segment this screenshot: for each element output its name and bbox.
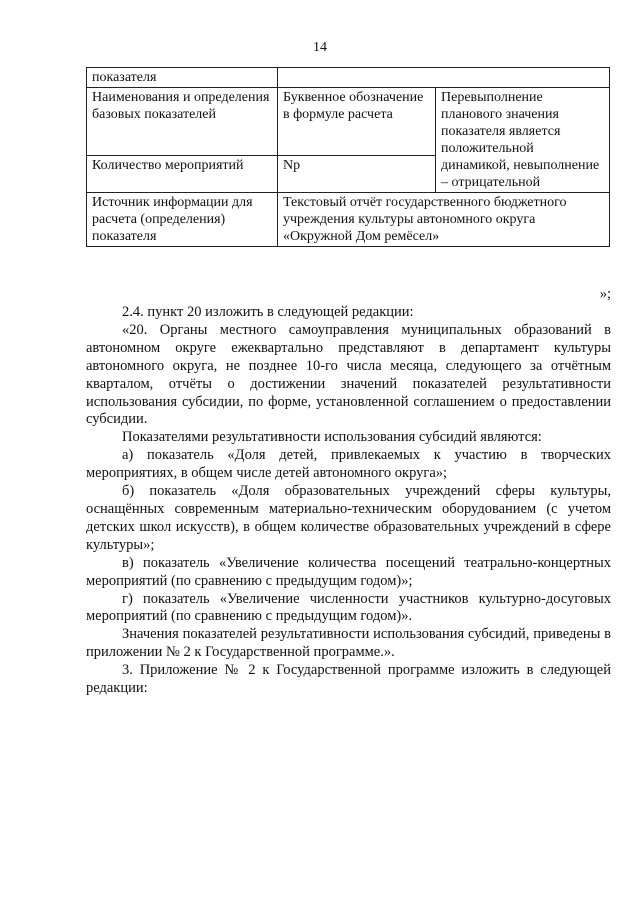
paragraph-values: Значения показателей результативности использования субсидий, приведены в приложении № 2 к Государственной программе.». [86,626,611,661]
table-cell-indicator-name: Количество мероприятий [87,156,278,193]
paragraph-appendix-2: 3. Приложение № 2 к Государственной программе изложить в следующей редакции: [86,662,611,697]
paragraph-item-c: в) показатель «Увеличение количества посещений театрально-концертных мероприятий (по сравнению с предыдущим годом)»; [86,554,611,589]
paragraph-item-d: г) показатель «Увеличение численности участников культурно-досуговых мероприятий (по сравнению с предыдущим годом)». [86,590,611,625]
table-cell-source-value: Текстовый отчёт государственного бюджетного учреждения культуры автономного округа «Окружной Дом ремёсел» [278,193,610,247]
paragraph-item-a: а) показатель «Доля детей, привлекаемых к участию в творческих мероприятиях, в общем числе детей автономного округа»; [86,447,611,482]
closing-quote-mark: »; [599,286,611,302]
table-cell-source-label: Источник информации для расчета (определения) показателя [87,193,278,247]
paragraph-2-4: 2.4. пункт 20 изложить в следующей редакции: [122,304,414,320]
page-number: 14 [313,40,327,55]
table-cell-fragment: показателя [87,68,278,88]
table-row [87,88,610,156]
table-header-dynamics: Перевыполнение планового значения показателя является положительной динамикой, невыполнение – отрицательной [436,88,610,193]
paragraph-indicators-intro: Показателями результативности использования субсидий являются: [122,429,542,446]
table-cell-empty [278,68,610,88]
table-row [87,68,610,88]
table-cell-indicator-symbol: Np [278,156,436,193]
table-header-names: Наименования и определения базовых показателей [87,88,278,156]
document-body [86,286,611,698]
table-row [87,193,610,247]
paragraph-item-b: б) показатель «Доля образовательных учреждений сферы культуры, оснащённых современным материально-техническим оборудованием (с учетом детских школ искусств), в общем количестве образовательных учреждений в сфере культуры»; [86,483,611,553]
table-header-symbol: Буквенное обозначение в формуле расчета [278,88,436,156]
indicator-table [86,67,610,247]
paragraph-20: «20. Органы местного самоуправления муниципальных образований в автономном округе ежеквартально представляют в департамент культуры автономного округа, не позднее 10-го числа месяца, следующего за отчётным кварталом, отчёты о достижении значений показателей результативности использования субсидии, по форме, установленной соглашением о предоставлении субсидии. [86,321,611,428]
